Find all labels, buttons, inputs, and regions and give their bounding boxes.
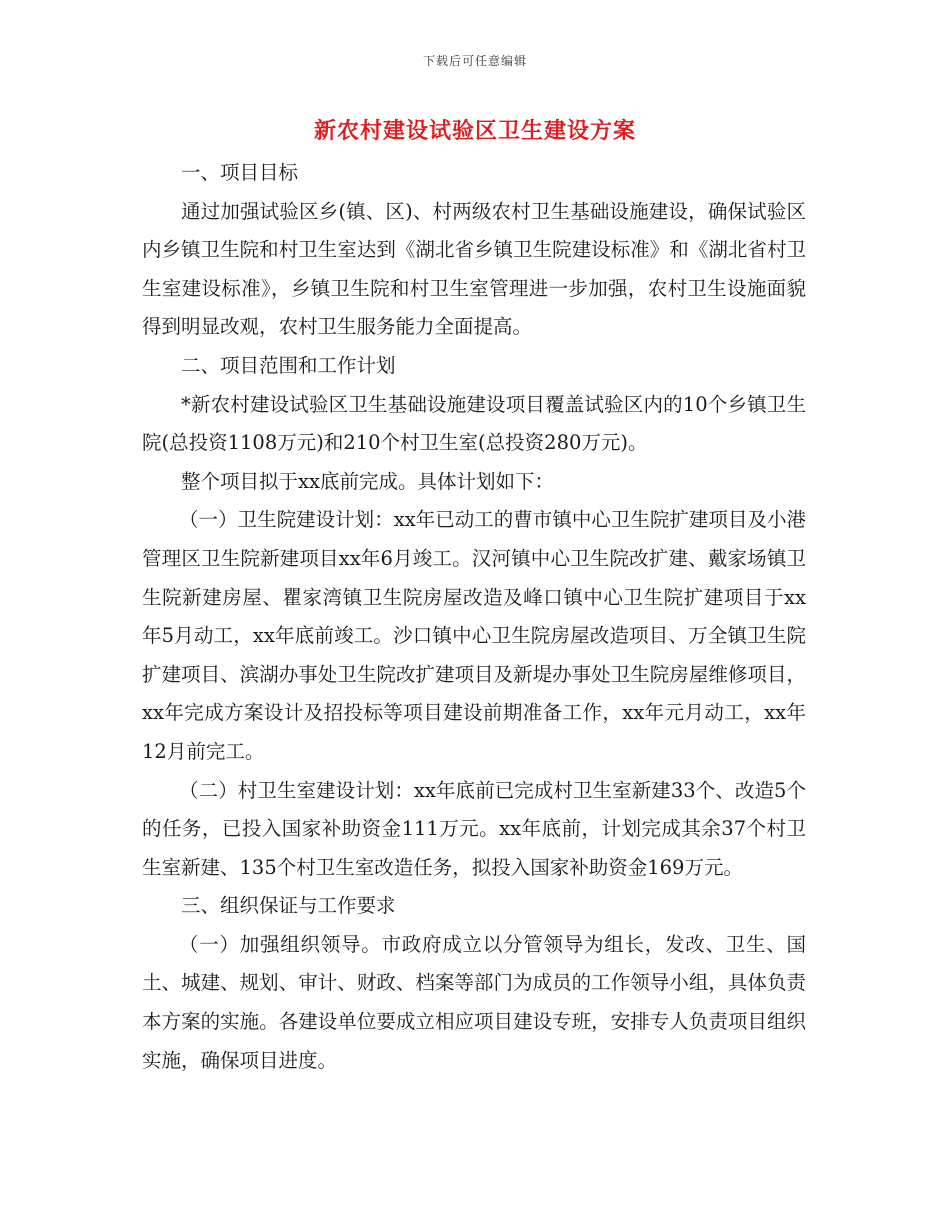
paragraph: 通过加强试验区乡(镇、区)、村两级农村卫生基础设施建设，确保试验区内乡镇卫生院和村卫生室达到《湖北省乡镇卫生院建设标准》和《湖北省村卫生室建设标准》，乡镇卫生院和村卫生室管理进一步加强，农村卫生设施面貌得到明显改观，农村卫生服务能力全面提高。 (142, 199, 806, 339)
paragraph: （一）加强组织领导。市政府成立以分管领导为组长，发改、卫生、国土、城建、规划、审计、财政、档案等部门为成员的工作领导小组，具体负责本方案的实施。各建设单位要成立相应项目建设专班，安排专人负责项目组织实施，确保项目进度。 (142, 932, 806, 1072)
header-note: 下载后可任意编辑 (422, 54, 527, 68)
paragraph: （一）卫生院建设计划：xx年已动工的曹市镇中心卫生院扩建项目及小港管理区卫生院新建项目xx年6月竣工。汉河镇中心卫生院改扩建、戴家场镇卫生院新建房屋、瞿家湾镇卫生院房屋改造及峰口镇中心卫生院扩建项目于xx年5月动工，xx年底前竣工。沙口镇中心卫生院房屋改造项目、万全镇卫生院扩建项目、滨湖办事处卫生院改扩建项目及新堤办事处卫生院房屋维修项目，xx年完成方案设计及招投标等项目建设前期准备工作，xx年元月动工，xx年12月前完工。 (142, 508, 806, 763)
section-heading: 一、项目目标 (181, 161, 299, 184)
paragraph: （二）村卫生室建设计划：xx年底前已完成村卫生室新建33个、改造5个的任务，已投入国家补助资金111万元。xx年底前，计划完成其余37个村卫生室新建、135个村卫生室改造任务，拟投入国家补助资金169万元。 (142, 778, 806, 879)
section-heading: 三、组织保证与工作要求 (181, 894, 396, 918)
section-heading: 二、项目范围和工作计划 (181, 353, 396, 377)
paragraph: 整个项目拟于xx底前完成。具体计划如下： (181, 469, 554, 493)
document-title: 新农村建设试验区卫生建设方案 (313, 118, 636, 144)
document-body (142, 154, 806, 1080)
paragraph: *新农村建设试验区卫生基础设施建设项目覆盖试验区内的10个乡镇卫生院(总投资1108万元)和210个村卫生室(总投资280万元)。 (142, 392, 806, 455)
